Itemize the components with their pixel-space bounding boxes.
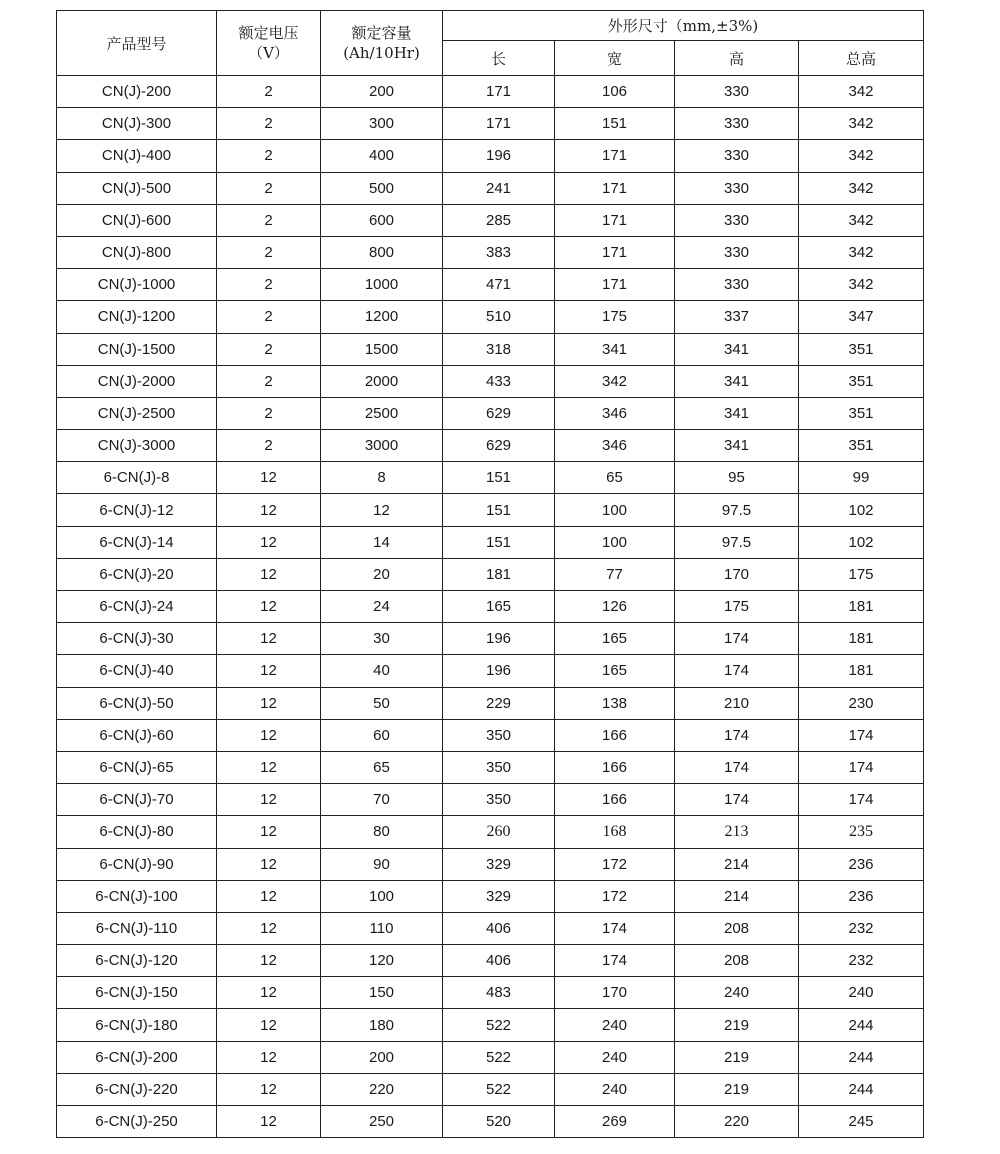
cell-capacity: 800 [321,236,443,268]
cell-height: 337 [675,301,799,333]
table-row [57,526,924,558]
table-header [57,11,924,76]
cell-voltage: 12 [217,526,321,558]
cell-capacity: 120 [321,945,443,977]
cell-voltage: 12 [217,1106,321,1138]
cell-total-height: 351 [799,430,924,462]
cell-model: CN(J)-600 [57,204,217,236]
cell-voltage: 12 [217,880,321,912]
header-width: 宽 [555,41,675,76]
cell-height: 330 [675,236,799,268]
cell-model: CN(J)-1200 [57,301,217,333]
cell-capacity: 100 [321,880,443,912]
table-row [57,172,924,204]
cell-length: 151 [443,494,555,526]
cell-width: 165 [555,623,675,655]
cell-width: 171 [555,140,675,172]
table-row [57,204,924,236]
cell-width: 171 [555,204,675,236]
table-row [57,848,924,880]
cell-voltage: 12 [217,1041,321,1073]
cell-capacity: 65 [321,751,443,783]
cell-width: 174 [555,945,675,977]
cell-height: 214 [675,848,799,880]
cell-length: 522 [443,1009,555,1041]
cell-capacity: 600 [321,204,443,236]
cell-model: 6-CN(J)-20 [57,558,217,590]
cell-width: 172 [555,880,675,912]
cell-voltage: 12 [217,977,321,1009]
cell-capacity: 80 [321,816,443,848]
cell-total-height: 245 [799,1106,924,1138]
cell-total-height: 102 [799,526,924,558]
cell-model: 6-CN(J)-220 [57,1073,217,1105]
cell-capacity: 90 [321,848,443,880]
cell-model: 6-CN(J)-65 [57,751,217,783]
cell-total-height: 235 [799,816,924,848]
cell-total-height: 342 [799,108,924,140]
cell-length: 329 [443,880,555,912]
table-row [57,140,924,172]
cell-model: 6-CN(J)-24 [57,591,217,623]
cell-height: 240 [675,977,799,1009]
cell-width: 171 [555,172,675,204]
cell-model: CN(J)-1000 [57,269,217,301]
cell-capacity: 220 [321,1073,443,1105]
cell-width: 346 [555,430,675,462]
header-dimensions-group: 外形尺寸（mm,±3%) [443,11,924,41]
cell-width: 174 [555,912,675,944]
cell-capacity: 500 [321,172,443,204]
cell-length: 406 [443,945,555,977]
cell-model: 6-CN(J)-90 [57,848,217,880]
table-row [57,430,924,462]
cell-model: CN(J)-400 [57,140,217,172]
cell-width: 100 [555,494,675,526]
table-row [57,1106,924,1138]
table-row [57,462,924,494]
cell-width: 166 [555,784,675,816]
cell-voltage: 12 [217,784,321,816]
cell-capacity: 50 [321,687,443,719]
cell-length: 483 [443,977,555,1009]
cell-length: 520 [443,1106,555,1138]
cell-capacity: 110 [321,912,443,944]
cell-height: 97.5 [675,526,799,558]
cell-length: 229 [443,687,555,719]
cell-total-height: 181 [799,591,924,623]
cell-height: 330 [675,269,799,301]
cell-voltage: 12 [217,1009,321,1041]
cell-model: 6-CN(J)-150 [57,977,217,1009]
cell-length: 151 [443,526,555,558]
cell-voltage: 12 [217,687,321,719]
battery-spec-table [56,10,924,1138]
cell-model: 6-CN(J)-110 [57,912,217,944]
table-row [57,655,924,687]
cell-voltage: 12 [217,591,321,623]
cell-voltage: 2 [217,204,321,236]
cell-capacity: 30 [321,623,443,655]
cell-voltage: 2 [217,236,321,268]
cell-voltage: 2 [217,397,321,429]
cell-capacity: 12 [321,494,443,526]
table-row [57,912,924,944]
cell-height: 341 [675,397,799,429]
cell-total-height: 181 [799,623,924,655]
cell-length: 318 [443,333,555,365]
cell-length: 196 [443,140,555,172]
table-row [57,816,924,848]
cell-model: 6-CN(J)-50 [57,687,217,719]
cell-height: 220 [675,1106,799,1138]
cell-model: 6-CN(J)-180 [57,1009,217,1041]
cell-length: 285 [443,204,555,236]
cell-voltage: 12 [217,848,321,880]
cell-model: 6-CN(J)-30 [57,623,217,655]
cell-height: 97.5 [675,494,799,526]
cell-total-height: 174 [799,751,924,783]
cell-capacity: 2500 [321,397,443,429]
cell-length: 196 [443,655,555,687]
cell-width: 100 [555,526,675,558]
cell-width: 171 [555,236,675,268]
cell-height: 208 [675,945,799,977]
cell-width: 341 [555,333,675,365]
cell-voltage: 12 [217,912,321,944]
cell-capacity: 20 [321,558,443,590]
cell-height: 213 [675,816,799,848]
cell-model: 6-CN(J)-40 [57,655,217,687]
cell-capacity: 14 [321,526,443,558]
cell-width: 168 [555,816,675,848]
cell-width: 240 [555,1073,675,1105]
cell-width: 126 [555,591,675,623]
cell-voltage: 12 [217,623,321,655]
cell-height: 341 [675,430,799,462]
table-row [57,1073,924,1105]
cell-length: 260 [443,816,555,848]
header-voltage: 额定电压 （V） [217,11,321,76]
cell-total-height: 347 [799,301,924,333]
cell-model: CN(J)-1500 [57,333,217,365]
cell-total-height: 342 [799,269,924,301]
cell-height: 330 [675,76,799,108]
cell-length: 241 [443,172,555,204]
cell-capacity: 400 [321,140,443,172]
cell-width: 171 [555,269,675,301]
cell-width: 77 [555,558,675,590]
cell-length: 433 [443,365,555,397]
cell-total-height: 230 [799,687,924,719]
cell-voltage: 2 [217,365,321,397]
cell-width: 240 [555,1009,675,1041]
cell-total-height: 232 [799,945,924,977]
cell-capacity: 250 [321,1106,443,1138]
cell-length: 350 [443,751,555,783]
table-row [57,784,924,816]
cell-voltage: 12 [217,751,321,783]
cell-voltage: 12 [217,1073,321,1105]
cell-height: 208 [675,912,799,944]
cell-height: 330 [675,108,799,140]
cell-model: 6-CN(J)-200 [57,1041,217,1073]
table-row [57,1009,924,1041]
header-capacity: 额定容量 (Ah/10Hr) [321,11,443,76]
table-row [57,977,924,1009]
cell-model: CN(J)-500 [57,172,217,204]
table-row [57,365,924,397]
cell-capacity: 300 [321,108,443,140]
cell-capacity: 200 [321,1041,443,1073]
cell-voltage: 2 [217,76,321,108]
cell-capacity: 3000 [321,430,443,462]
table-row [57,880,924,912]
cell-width: 172 [555,848,675,880]
cell-total-height: 351 [799,397,924,429]
cell-height: 175 [675,591,799,623]
cell-voltage: 2 [217,172,321,204]
cell-length: 471 [443,269,555,301]
cell-height: 341 [675,333,799,365]
cell-total-height: 244 [799,1041,924,1073]
cell-height: 170 [675,558,799,590]
cell-capacity: 40 [321,655,443,687]
header-total-height: 总高 [799,41,924,76]
cell-total-height: 181 [799,655,924,687]
cell-height: 330 [675,204,799,236]
table-row [57,269,924,301]
cell-voltage: 12 [217,945,321,977]
cell-capacity: 1000 [321,269,443,301]
cell-model: 6-CN(J)-120 [57,945,217,977]
table-row [57,494,924,526]
cell-height: 174 [675,719,799,751]
cell-length: 350 [443,784,555,816]
cell-height: 330 [675,140,799,172]
header-height: 高 [675,41,799,76]
cell-width: 166 [555,751,675,783]
cell-total-height: 102 [799,494,924,526]
cell-width: 269 [555,1106,675,1138]
table-row [57,719,924,751]
cell-width: 240 [555,1041,675,1073]
cell-total-height: 351 [799,365,924,397]
cell-height: 330 [675,172,799,204]
cell-height: 174 [675,784,799,816]
cell-voltage: 12 [217,816,321,848]
cell-capacity: 1500 [321,333,443,365]
cell-length: 406 [443,912,555,944]
cell-length: 171 [443,108,555,140]
cell-width: 151 [555,108,675,140]
cell-width: 138 [555,687,675,719]
cell-voltage: 2 [217,269,321,301]
cell-model: 6-CN(J)-80 [57,816,217,848]
cell-model: CN(J)-2500 [57,397,217,429]
table-row [57,751,924,783]
cell-length: 329 [443,848,555,880]
cell-length: 196 [443,623,555,655]
cell-capacity: 24 [321,591,443,623]
cell-model: 6-CN(J)-250 [57,1106,217,1138]
cell-length: 181 [443,558,555,590]
cell-model: CN(J)-800 [57,236,217,268]
cell-total-height: 174 [799,784,924,816]
cell-model: 6-CN(J)-60 [57,719,217,751]
cell-voltage: 2 [217,430,321,462]
cell-total-height: 342 [799,204,924,236]
cell-total-height: 240 [799,977,924,1009]
cell-length: 629 [443,397,555,429]
cell-height: 95 [675,462,799,494]
cell-length: 522 [443,1073,555,1105]
cell-model: CN(J)-3000 [57,430,217,462]
cell-model: CN(J)-2000 [57,365,217,397]
cell-model: 6-CN(J)-12 [57,494,217,526]
cell-length: 171 [443,76,555,108]
cell-width: 342 [555,365,675,397]
cell-capacity: 8 [321,462,443,494]
table-row [57,397,924,429]
table-row [57,301,924,333]
cell-height: 341 [675,365,799,397]
cell-total-height: 342 [799,76,924,108]
cell-voltage: 12 [217,494,321,526]
table-body [57,76,924,1138]
cell-voltage: 2 [217,301,321,333]
table-row [57,108,924,140]
cell-voltage: 2 [217,108,321,140]
cell-voltage: 2 [217,140,321,172]
cell-height: 214 [675,880,799,912]
cell-length: 629 [443,430,555,462]
cell-height: 219 [675,1009,799,1041]
cell-model: CN(J)-200 [57,76,217,108]
cell-width: 65 [555,462,675,494]
cell-width: 165 [555,655,675,687]
cell-length: 165 [443,591,555,623]
cell-model: CN(J)-300 [57,108,217,140]
cell-width: 106 [555,76,675,108]
header-model: 产品型号 [57,11,217,76]
cell-length: 350 [443,719,555,751]
cell-total-height: 232 [799,912,924,944]
cell-total-height: 175 [799,558,924,590]
cell-total-height: 244 [799,1009,924,1041]
cell-length: 522 [443,1041,555,1073]
cell-model: 6-CN(J)-8 [57,462,217,494]
cell-height: 210 [675,687,799,719]
cell-voltage: 12 [217,719,321,751]
cell-height: 219 [675,1041,799,1073]
cell-voltage: 12 [217,558,321,590]
cell-width: 170 [555,977,675,1009]
cell-capacity: 200 [321,76,443,108]
table-row [57,623,924,655]
cell-capacity: 70 [321,784,443,816]
cell-total-height: 99 [799,462,924,494]
cell-total-height: 236 [799,848,924,880]
cell-capacity: 150 [321,977,443,1009]
cell-height: 219 [675,1073,799,1105]
cell-total-height: 342 [799,172,924,204]
cell-voltage: 12 [217,462,321,494]
cell-height: 174 [675,655,799,687]
cell-model: 6-CN(J)-100 [57,880,217,912]
cell-capacity: 60 [321,719,443,751]
cell-total-height: 342 [799,140,924,172]
cell-width: 175 [555,301,675,333]
cell-total-height: 236 [799,880,924,912]
cell-height: 174 [675,751,799,783]
cell-total-height: 174 [799,719,924,751]
cell-height: 174 [675,623,799,655]
table-row [57,687,924,719]
cell-length: 510 [443,301,555,333]
cell-voltage: 12 [217,655,321,687]
table-row [57,591,924,623]
table-row [57,945,924,977]
table-row [57,1041,924,1073]
table-row [57,558,924,590]
table-row [57,333,924,365]
cell-model: 6-CN(J)-14 [57,526,217,558]
cell-width: 166 [555,719,675,751]
cell-total-height: 342 [799,236,924,268]
cell-model: 6-CN(J)-70 [57,784,217,816]
table-row [57,76,924,108]
cell-width: 346 [555,397,675,429]
cell-length: 383 [443,236,555,268]
header-length: 长 [443,41,555,76]
cell-capacity: 1200 [321,301,443,333]
table-row [57,236,924,268]
cell-total-height: 244 [799,1073,924,1105]
cell-total-height: 351 [799,333,924,365]
cell-capacity: 2000 [321,365,443,397]
cell-capacity: 180 [321,1009,443,1041]
cell-voltage: 2 [217,333,321,365]
cell-length: 151 [443,462,555,494]
